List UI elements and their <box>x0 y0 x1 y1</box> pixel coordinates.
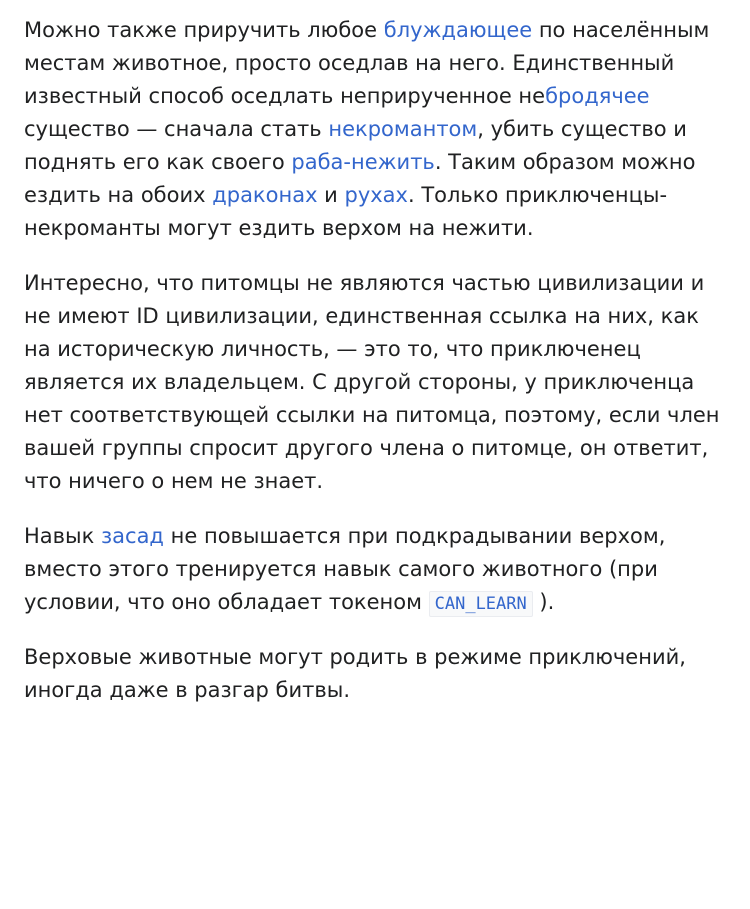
text-run: по населённым местам животное, просто оседлав на него. Единственный известный способ оседлать неприрученное не <box>24 18 710 108</box>
text-run: не повышается при подкрадывании верхом, вместо этого тренируется навык самого животного (при условии, что оно обладает токеном <box>24 524 666 614</box>
paragraph <box>24 520 728 619</box>
text-run: . Только приключенцы-некроманты могут ездить верхом на нежити. <box>24 183 668 240</box>
text-run: . Таким образом можно ездить на обоих <box>24 150 696 207</box>
text-run: существо — сначала стать <box>24 117 329 141</box>
article-link[interactable]: драконах <box>212 183 318 207</box>
article-link[interactable]: бродячее <box>545 84 650 108</box>
paragraph <box>24 14 728 245</box>
text-run: Верховые животные могут родить в режиме приключений, иногда даже в разгар битвы. <box>24 645 686 702</box>
article-link[interactable]: рухах <box>344 183 408 207</box>
code-token: CAN_LEARN <box>429 591 533 617</box>
article-link[interactable]: раба-нежить <box>291 150 435 174</box>
text-run: Интересно, что питомцы не являются частью цивилизации и не имеют ID цивилизации, единственная ссылка на них, как на историческую личность, — это то, что приключенец является их владельцем. С другой стороны, у приключенца нет соответствующей ссылки на питомца, поэтому, если член вашей группы спросит другого члена о питомце, он ответит, что ничего о нем не знает. <box>24 271 720 493</box>
paragraph <box>24 641 728 707</box>
article-link[interactable]: блуждающее <box>383 18 533 42</box>
text-run: , убить существо и поднять его как своего <box>24 117 687 174</box>
text-run: Навык <box>24 524 101 548</box>
article-link[interactable]: засад <box>100 524 164 548</box>
article-link[interactable]: некромантом <box>328 117 478 141</box>
text-run: ). <box>532 590 555 614</box>
text-run: Можно также приручить любое <box>24 18 384 42</box>
text-run: и <box>317 183 345 207</box>
paragraph <box>24 267 728 498</box>
